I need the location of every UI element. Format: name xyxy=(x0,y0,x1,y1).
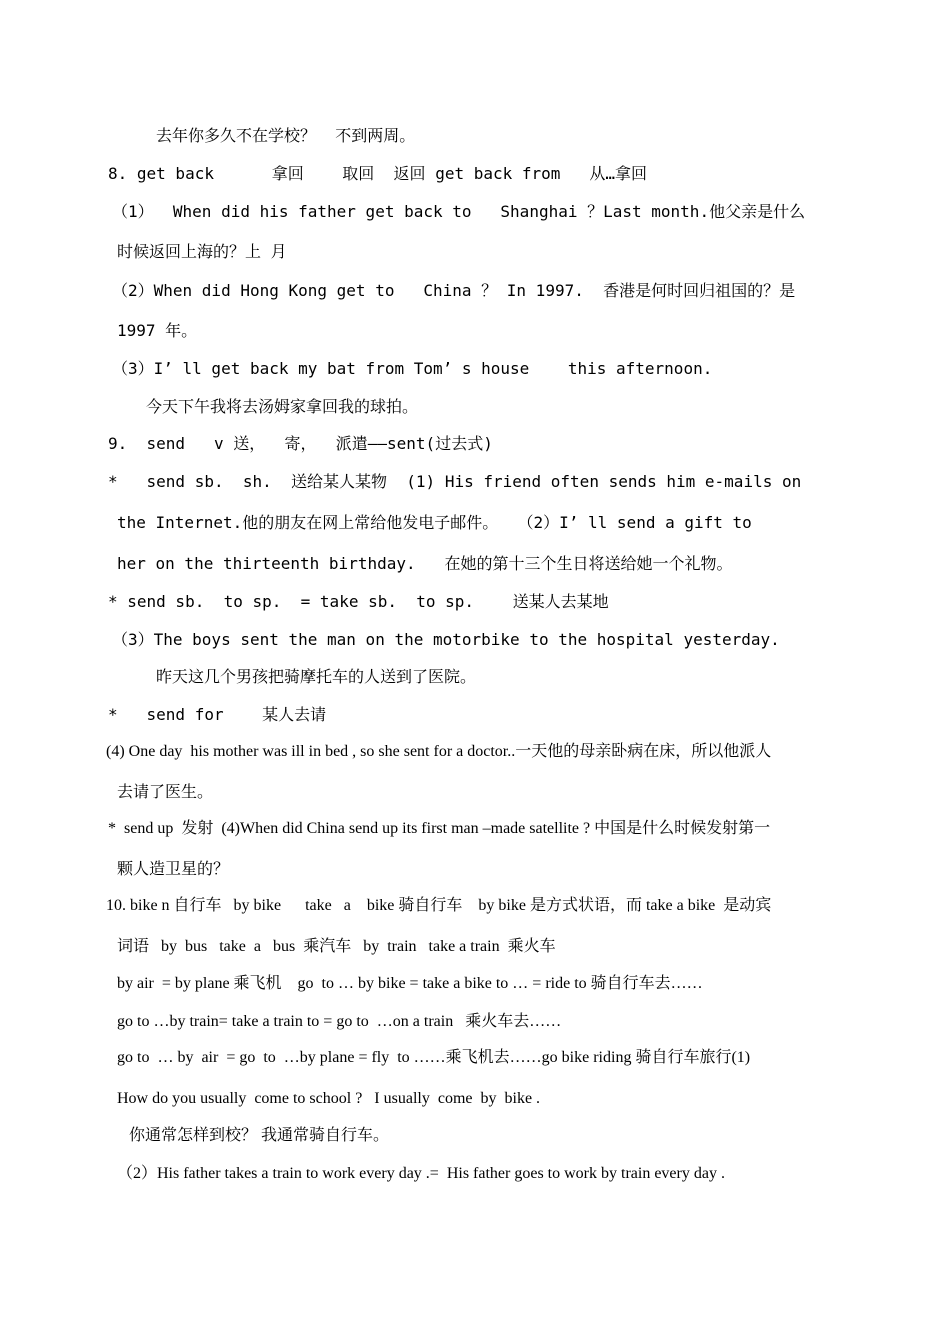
text-line: How do you usually come to school ? I usually come by bike . xyxy=(117,1090,541,1107)
text-line: go to … by air = go to …by plane = fly to ……乘飞机去……go bike riding 骑自行车旅行(1) xyxy=(117,1049,751,1066)
text-line: * send for 某人去请 xyxy=(108,705,327,724)
text-line: 去请了医生。 xyxy=(117,784,214,801)
text-line: 你通常怎样到校？ 我通常骑自行车。 xyxy=(129,1127,390,1144)
text-line: * send up 发射 (4)When did China send up its first man –made satellite ? 中国是什么时候发射第一 xyxy=(108,820,771,837)
text-line: the Internet.他的朋友在网上常给他发电子邮件。 （2）I’ ll send a gift to xyxy=(117,513,752,532)
text-line: (4) One day his mother was ill in bed , so she sent for a doctor..一天他的母亲卧病在床，所以他派人 xyxy=(106,743,772,760)
text-line: 昨天这几个男孩把骑摩托车的人送到了医院。 xyxy=(156,667,477,686)
text-line: * send sb. to sp. = take sb. to sp. 送某人去某地 xyxy=(108,592,609,611)
text-line: * send sb. sh. 送给某人某物 (1) His friend often sends him e-mails on xyxy=(108,472,802,491)
text-line: her on the thirteenth birthday. 在她的第十三个生日将送给她一个礼物。 xyxy=(117,554,733,573)
text-line: 时候返回上海的？上 月 xyxy=(117,242,287,261)
text-line: （3）The boys sent the man on the motorbike to the hospital yesterday. xyxy=(112,630,780,649)
text-line: （2）When did Hong Kong get to China ？ In 1997. 香港是何时回归祖国的？是 xyxy=(112,281,796,300)
text-line: （2）His father takes a train to work every day .= His father goes to work by train every day . xyxy=(117,1165,725,1182)
text-line: by air = by plane 乘飞机 go to … by bike = take a bike to … = ride to 骑自行车去…… xyxy=(117,975,703,992)
text-line: 词语 by bus take a bus 乘汽车 by train take a train 乘火车 xyxy=(117,938,556,955)
text-line: （3）I’ ll get back my bat from Tom’ s house this afternoon. xyxy=(112,359,713,378)
text-line: 1997 年。 xyxy=(117,321,198,340)
text-line: 9. send v 送， 寄， 派遣——sent(过去式) xyxy=(108,434,493,453)
text-line: 10. bike n 自行车 by bike take a bike 骑自行车 by bike 是方式状语，而 take a bike 是动宾 xyxy=(106,897,772,914)
text-line: 8. get back 拿回 取回 返回 get back from 从…拿回 xyxy=(108,164,647,183)
text-line: 颗人造卫星的？ xyxy=(117,861,230,878)
text-line: go to …by train= take a train to = go to …on a train 乘火车去…… xyxy=(117,1013,562,1030)
text-line: 今天下午我将去汤姆家拿回我的球拍。 xyxy=(146,397,419,416)
text-line: 去年你多久不在学校？ 不到两周。 xyxy=(156,126,416,145)
text-line: （1） When did his father get back to Shanghai ？Last month.他父亲是什么 xyxy=(112,202,806,221)
